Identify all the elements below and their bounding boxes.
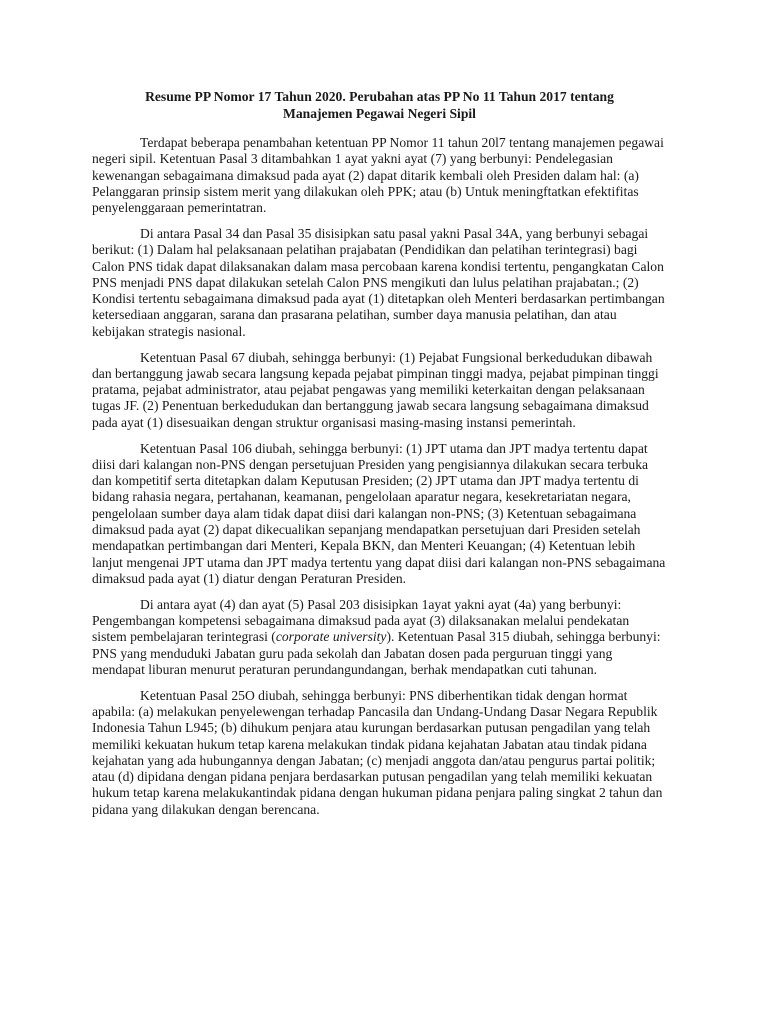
paragraph-pasal-106: Ketentuan Pasal 106 diubah, sehingga berbunyi: (1) JPT utama dan JPT madya tertentu dapat diisi dari kalangan non-PNS dengan persetujuan Presiden yang pengisiannya dilakukan secara terbuka dan kompetitif serta ditetapkan dalam Keputusan Presiden; (2) JPT utama dan JPT madya tertentu di bidang rahasia negara, pertahanan, keamanan, pengelolaan aparatur negara, kesekretariatan negara, pengelolaan sumber daya alam tidak dapat diisi dari kalangan non-PNS; (3) Ketentuan sebagaimana dimaksud pada ayat (2) dapat dikecualikan sepanjang mendapatkan persetujuan dari Presiden setelah mendapatkan pertimbangan dari Menteri, Kepala BKN, dan Menteri Keuangan; (4) Ketentuan lebih lanjut mengenai JPT utama dan JPT madya tertentu yang dapat diisi dari kalangan non-PNS sebagaimana dimaksud pada ayat (1) diatur dengan Peraturan Presiden. bbox=[92, 440, 666, 586]
paragraph-pasal-67: Ketentuan Pasal 67 diubah, sehingga berbunyi: (1) Pejabat Fungsional berkedudukan dibawah dan bertanggung jawab secara langsung kepada pejabat pimpinan tinggi madya, pejabat pimpinan tinggi pratama, pejabat administrator, atau pejabat pengawas yang memiliki keterkaitan dengan pelaksanaan tugas JF. (2) Penentuan berkedudukan dan bertanggung jawab secara langsung sebagaimana dimaksud pada ayat (1) disesuaikan dengan struktur organisasi masing-masing instansi pemerintah. bbox=[92, 349, 659, 430]
document-page bbox=[92, 88, 667, 828]
title-line-2: Manajemen Pegawai Negeri Sipil bbox=[283, 106, 476, 121]
paragraph-pasal-203-315 bbox=[92, 597, 667, 678]
title-line-1: Resume PP Nomor 17 Tahun 2020. Perubahan atas PP No 11 Tahun 2017 tentang bbox=[145, 89, 614, 104]
paragraph-text-part: ). Ketentuan Pasal 315 diubah, sehingga berbunyi: PNS yang menduduki Jabatan guru pada sekolah dan Jabatan dosen pada perguruan tinggi yang mendapat liburan menurut peraturan perundangundangan, berhak mendapatkan cuti tahunan. bbox=[92, 629, 661, 677]
paragraph-text-part: Di antara ayat (4) dan ayat (5) Pasal 203 disisipkan 1ayat yakni ayat (4a) yang berbunyi: Pengembangan kompetensi sebagaimana dimaksud pada ayat (3) dilaksanakan melalui pendekatan sistem pembelajaran terintegrasi ( bbox=[92, 596, 630, 645]
paragraph-pasal-34a: Di antara Pasal 34 dan Pasal 35 disisipkan satu pasal yakni Pasal 34A, yang berbunyi sebagai berikut: (1) Dalam hal pelaksanaan pelatihan prajabatan (Pendidikan dan pelatihan terintegrasi) bagi Calon PNS tidak dapat dilaksanakan dalam masa percobaan karena kondisi tertentu, pengangkatan Calon PNS menjadi PNS dapat dilakukan setelah Calon PNS mengikuti dan lulus pelatihan prajabatan.; (2) Kondisi tertentu sebagaimana dimaksud pada ayat (1) ditetapkan oleh Menteri berdasarkan pertimbangan ketersediaan anggaran, sarana dan prasarana pelatihan, sumber daya manusia pelatihan, dan atau kebijakan strategis nasional. bbox=[92, 225, 665, 339]
paragraph-pasal-3: Terdapat beberapa penambahan ketentuan PP Nomor 11 tahun 20l7 tentang manajemen pegawai negeri sipil. Ketentuan Pasal 3 ditambahkan 1 ayat yakni ayat (7) yang berbunyi: Pendelegasian kewenangan sebagaimana dimaksud pada ayat (2) dapat ditarik kembali oleh Presiden dalam hal: (a) Pelanggaran prinsip sistem merit yang dilakukan oleh PPK; atau (b) Untuk meningftatkan efektifitas penyelenggaraan pemerintatran. bbox=[92, 135, 664, 216]
paragraph-pasal-250: Ketentuan Pasal 25O diubah, sehingga berbunyi: PNS diberhentikan tidak dengan hormat apabila: (a) melakukan penyelewengan terhadap Pancasila dan Undang-Undang Dasar Negara Republik Indonesia Tahun L945; (b) dihukum penjara atau kurungan berdasarkan putusan pengadilan yang telah memiliki kekuatan hukum tetap karena melakukan tindak pidana kejahatan Jabatan atau tindak pidana kejahatan yang ada hubungannya dengan Jabatan; (c) menjadi anggota dan/atau pengurus partai politik; atau (d) dipidana dengan pidana penjara berdasarkan putusan pengadilan yang telah memiliki kekuatan hukum tetap karena melakukantindak pidana dengan hukuman pidana penjara paling singkat 2 tahun dan pidana yang dilakukan dengan berencana. bbox=[92, 687, 663, 817]
document-title bbox=[92, 88, 667, 122]
italic-term: corporate university bbox=[275, 629, 387, 645]
